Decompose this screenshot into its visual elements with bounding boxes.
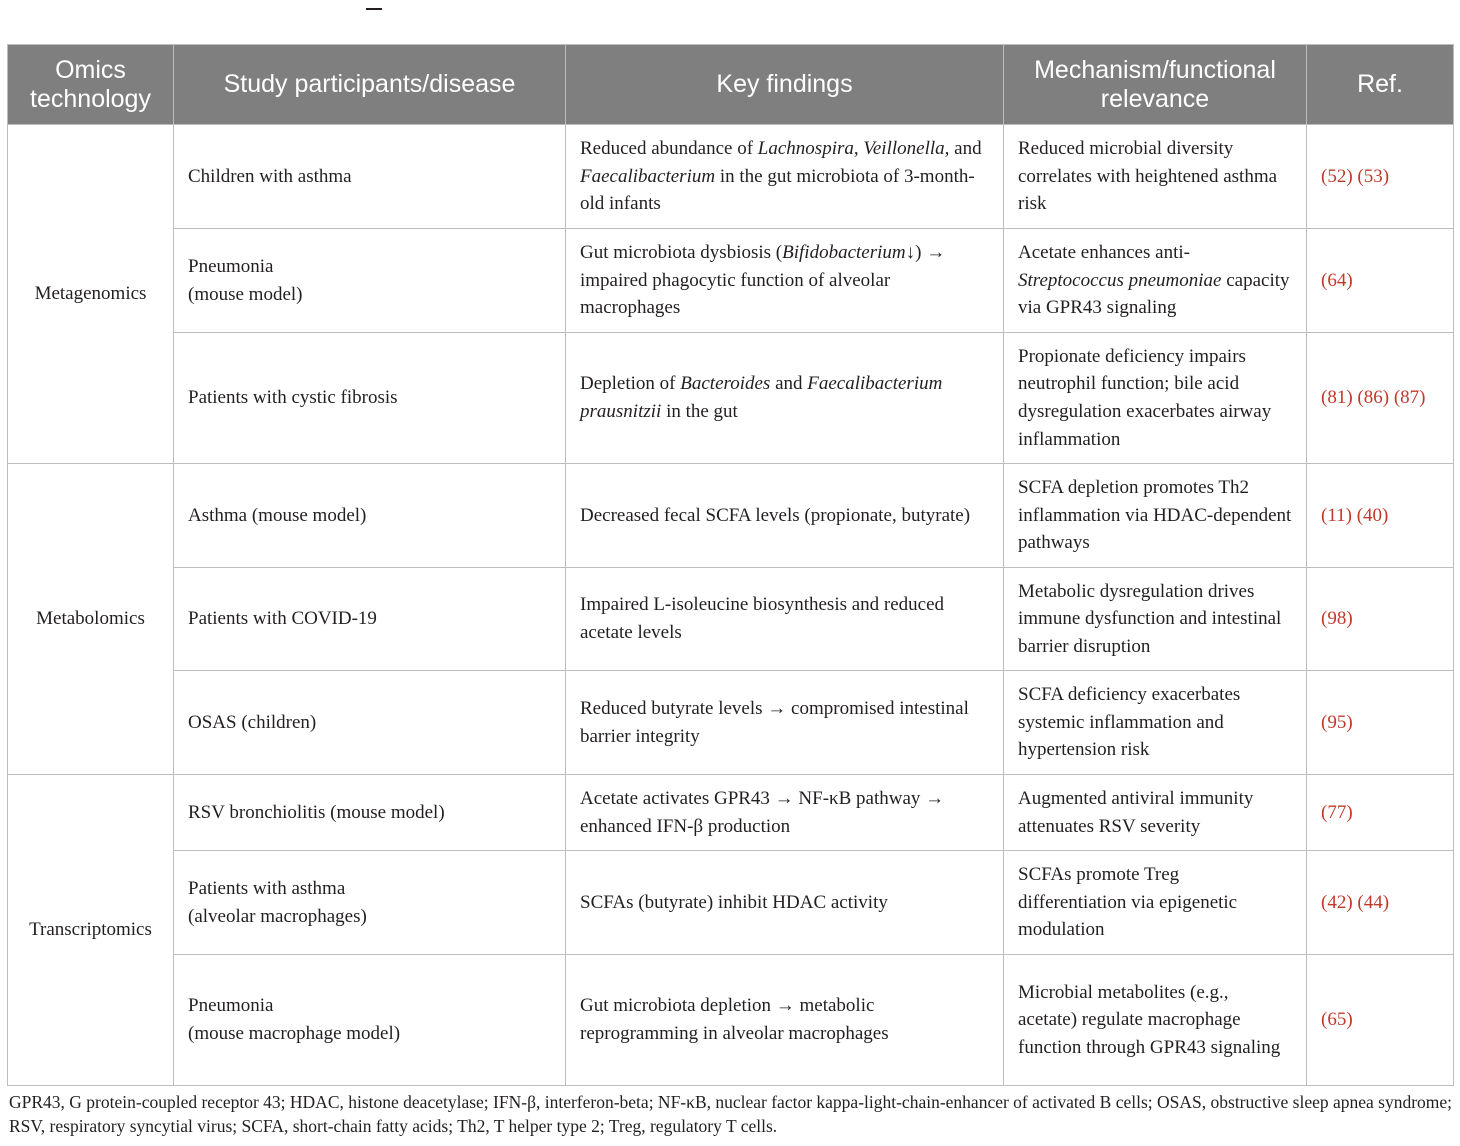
findings-cell [566,671,1004,775]
reference-link[interactable]: (64) [1321,269,1353,291]
table-row [8,671,1454,775]
reference-link[interactable]: (86) [1357,387,1390,409]
mechanism-cell [1004,851,1307,955]
participants-cell [174,955,566,1086]
italic-taxon: Lachnospira [757,138,854,160]
text-run: SCFA depletion promotes Th2 inflammation via HDAC-dependent pathways [1018,477,1292,554]
findings-cell [566,125,1004,229]
participants-line: (mouse macrophage model) [188,1023,401,1044]
group-metabolomics: Metabolomics [8,464,174,775]
text-run: Acetate enhances anti- [1018,242,1190,264]
table-body [8,125,1454,1086]
ref-cell [1307,851,1454,955]
reference-link[interactable]: (42) [1321,891,1353,913]
header-findings: Key findings [566,45,1004,125]
findings-cell [566,464,1004,568]
omics-table [7,44,1454,1086]
text-run: Impaired L-isoleucine biosynthesis and reduced acetate levels [580,594,945,643]
table-row [8,851,1454,955]
ref-cell [1307,671,1454,775]
ref-cell [1307,568,1454,671]
text-run: Reduced microbial diversity correlates with heightened asthma risk [1018,138,1278,215]
text-run: Depletion of [580,373,681,395]
reference-link[interactable]: (77) [1321,801,1353,823]
participants-line: RSV bronchiolitis (mouse model) [188,801,445,823]
group-transcriptomics: Transcriptomics [8,775,174,1086]
participants-line: OSAS (children) [188,711,317,733]
mechanism-cell [1004,568,1307,671]
ref-cell [1307,464,1454,568]
reference-link[interactable]: (53) [1357,165,1390,187]
mechanism-cell [1004,775,1307,851]
participants-cell [174,229,566,333]
text-run: Microbial metabolites (e.g., acetate) regulate macrophage function through GPR43 signaling [1018,981,1281,1058]
text-run: , [853,138,864,160]
ref-cell [1307,775,1454,851]
text-run: ↓) → impaired phagocytic function of alveolar macrophages [580,242,946,319]
italic-taxon: Streptococcus pneumoniae [1018,269,1222,291]
mechanism-cell [1004,464,1307,568]
text-run: Propionate deficiency impairs neutrophil function; bile acid dysregulation exacerbates airway inflammation [1018,345,1272,450]
text-run: and [770,373,808,395]
italic-taxon: Bacteroides [680,373,771,395]
text-run: in the gut microbiota of 3-month-old infants [580,165,975,215]
text-run: , and [944,138,982,160]
mechanism-cell [1004,333,1307,464]
table-row [8,333,1454,464]
italic-taxon: Bifidobacterium [782,242,906,264]
italic-taxon: Faecalibacterium [580,165,716,187]
table-row [8,775,1454,851]
top-rule-mark [366,8,382,10]
table-row [8,955,1454,1086]
participants-cell [174,851,566,955]
findings-cell [566,229,1004,333]
text-run: capacity via GPR43 signaling [1018,269,1290,319]
mechanism-cell [1004,229,1307,333]
mechanism-cell [1004,955,1307,1086]
participants-line: Pneumonia [188,995,274,1017]
ref-cell [1307,333,1454,464]
text-run: Acetate activates GPR43 → NF-κB pathway → enhanced IFN-β production [580,787,945,837]
text-run: Gut microbiota dysbiosis ( [580,242,783,264]
reference-link[interactable]: (95) [1321,711,1353,733]
table-row [8,229,1454,333]
participants-cell [174,671,566,775]
ref-cell [1307,229,1454,333]
findings-cell [566,775,1004,851]
text-run: SCFAs promote Treg differentiation via epigenetic modulation [1018,864,1238,941]
participants-line: Patients with COVID-19 [188,608,377,630]
participants-line: (mouse model) [188,283,303,305]
ref-cell [1307,955,1454,1086]
participants-cell [174,775,566,851]
group-metagenomics: Metagenomics [8,125,174,464]
participants-line: Patients with cystic fibrosis [188,387,398,409]
ref-cell [1307,125,1454,229]
reference-link[interactable]: (65) [1321,1009,1353,1031]
participants-line: (alveolar macrophages) [188,905,367,927]
header-mechanism: Mechanism/functional relevance [1004,45,1307,125]
participants-line: Children with asthma [188,165,352,187]
reference-link[interactable]: (52) [1321,165,1353,187]
header-ref: Ref. [1307,45,1454,125]
text-run: Decreased fecal SCFA levels (propionate, butyrate) [580,504,971,526]
header-omics: Omics technology [8,45,174,125]
table-header [8,45,1454,125]
text-run: Reduced abundance of [580,138,758,160]
mechanism-cell [1004,671,1307,775]
text-run: SCFAs (butyrate) inhibit HDAC activity [580,891,888,913]
findings-cell [566,851,1004,955]
text-run: Reduced butyrate levels → compromised intestinal barrier integrity [580,697,969,747]
text-run: Gut microbiota depletion → metabolic reprogramming in alveolar macrophages [580,995,889,1044]
participants-cell [174,464,566,568]
italic-taxon: Faecalibacterium prausnitzii [580,373,943,422]
findings-cell [566,333,1004,464]
reference-link[interactable]: (11) [1321,504,1352,526]
participants-line: Pneumonia [188,255,274,277]
table-footnote: GPR43, G protein-coupled receptor 43; HDAC, histone deacetylase; IFN-β, interferon-beta; NF-κB, nuclear factor kappa-light-chain-enhancer of activated B cells; OSAS, obstructive sleep apnea syndrome; RSV, respiratory syncytial virus; SCFA, short-chain fatty acids; Th2, T helper type 2; Treg, regulatory T cells. [9,1092,1453,1136]
participants-cell [174,333,566,464]
text-run: Metabolic dysregulation drives immune dysfunction and intestinal barrier disruption [1018,580,1282,657]
reference-link[interactable]: (40) [1356,504,1389,526]
participants-cell [174,125,566,229]
participants-cell [174,568,566,671]
text-run: Augmented antiviral immunity attenuates RSV severity [1018,787,1254,837]
table-row [8,464,1454,568]
header-participants: Study participants/disease [174,45,566,125]
reference-link[interactable]: (81) [1321,387,1353,409]
italic-taxon: Veillonella [863,138,945,160]
table-row [8,125,1454,229]
reference-link[interactable]: (98) [1321,608,1353,630]
reference-link[interactable]: (44) [1357,891,1390,913]
participants-line: Asthma (mouse model) [188,504,367,526]
reference-link[interactable]: (87) [1393,387,1426,409]
findings-cell [566,568,1004,671]
mechanism-cell [1004,125,1307,229]
participants-line: Patients with asthma [188,877,346,899]
findings-cell [566,955,1004,1086]
table-row [8,568,1454,671]
text-run: SCFA deficiency exacerbates systemic inflammation and hypertension risk [1018,684,1241,761]
text-run: in the gut [661,401,738,422]
